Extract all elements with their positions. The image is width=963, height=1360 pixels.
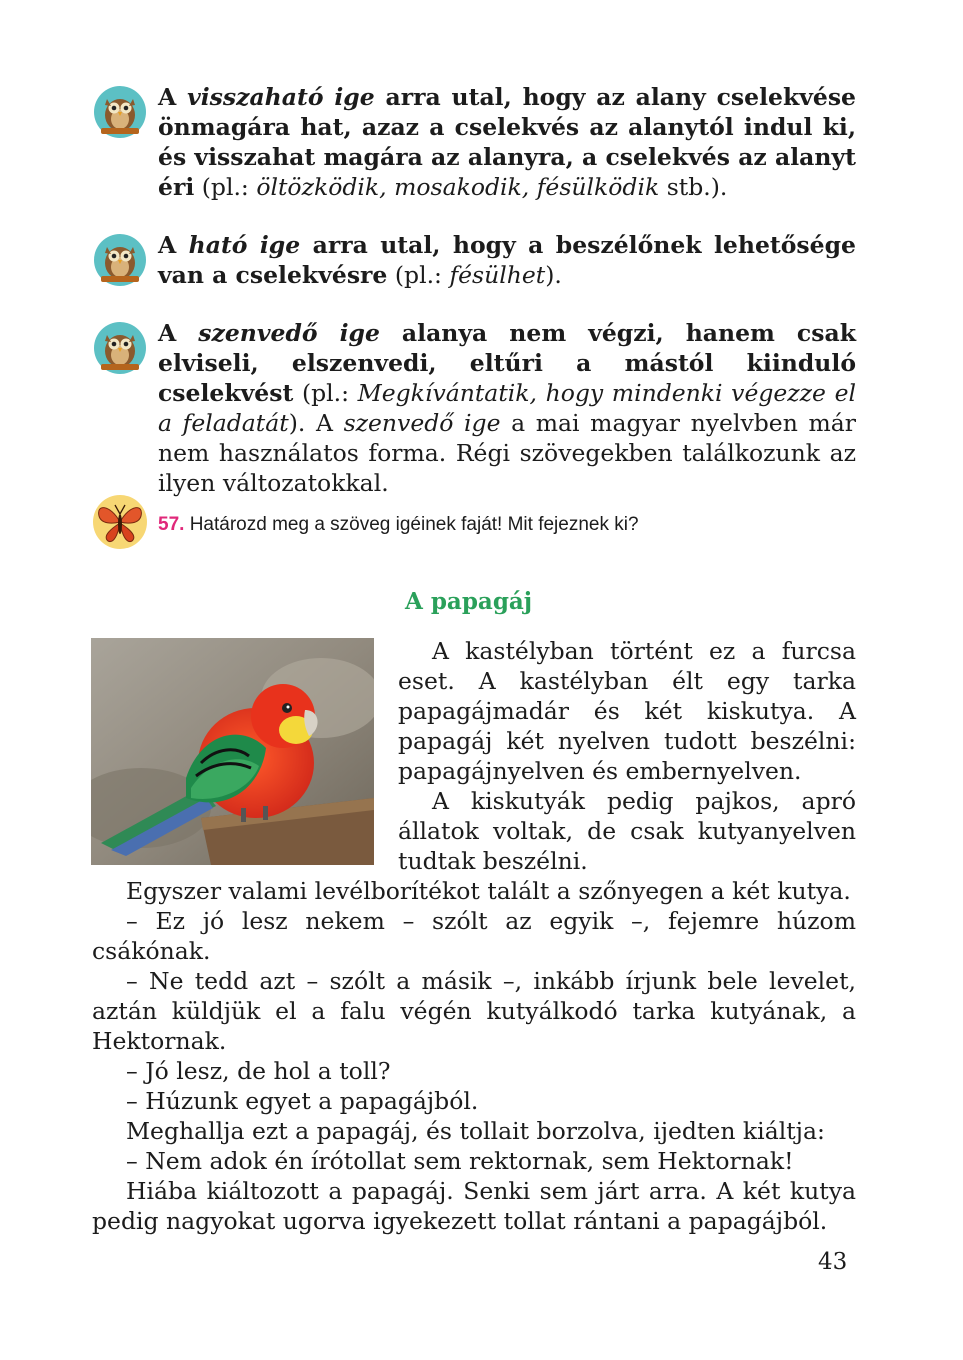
rule-reflexive-verb (92, 82, 856, 202)
rule-text: arra utal, hogy a beszélőnek lehetősége van a cselekvésre (158, 231, 856, 289)
owl-icon (92, 82, 148, 138)
rule-text: ). (545, 261, 562, 289)
story-paragraph: – Ne tedd azt – szólt a másik –, inkább írjunk bele levelet, aztán küldjük el a falu végén kutyálkodó tarka kutyának, a Hektornak. (92, 967, 856, 1055)
task-text: Határozd meg a szöveg igéinek faját! Mit fejeznek ki? (184, 514, 639, 535)
owl-icon (92, 318, 148, 374)
story-paragraph: – Nem adok én írótollat sem rektornak, sem Hektornak! (126, 1147, 794, 1175)
rule-term: visszaható ige (187, 83, 375, 111)
rule-text: (pl.: (194, 173, 257, 201)
story-paragraph: Egyszer valami levélborítékot talált a szőnyegen a két kutya. (126, 877, 851, 905)
rule-term: szenvedő ige (343, 409, 501, 437)
task-instruction (158, 514, 639, 536)
rule-text: arra utal, hogy az alany cselekvése önmagára hat, azaz a cselekvés az alanytól indul ki, és visszahat magára az alanyra, a cselekvés az alanyt éri (158, 83, 857, 201)
task-57 (92, 494, 856, 554)
rule-text: stb.). (659, 173, 728, 201)
rule-text: alanya nem végzi, hanem csak elviseli, elszenvedi, eltűri a mástól kiinduló cselekvést (158, 319, 856, 407)
parrot-photo (91, 638, 374, 865)
story-paragraph: Hiába kiáltozott a papagáj. Senki sem járt arra. A két kutya pedig nagyokat ugorva igyekezett tollat rántani a papagájból. (92, 1177, 856, 1235)
story-wrap-text (398, 636, 856, 876)
story-paragraph: – Jó lesz, de hol a toll? (126, 1057, 391, 1085)
rule-text: a mai magyar nyelvben már nem használatos forma. Régi szövegekben találkozunk az ilyen változatokkal. (158, 409, 856, 497)
rule-example: Megkívántatik, hogy mindenki végezze el a feladatát (158, 379, 856, 437)
story-paragraph: A kiskutyák pedig pajkos, apró állatok voltak, de csak kutyanyelven tudtak beszélni. (398, 787, 856, 875)
page-number: 43 (818, 1249, 848, 1275)
rule-term: ható ige (188, 231, 301, 259)
owl-icon (92, 230, 148, 286)
rule-text: (pl.: (293, 379, 358, 407)
story-paragraph: Meghallja ezt a papagáj, és tollait borzolva, ijedten kiáltja: (126, 1117, 825, 1145)
rule-term: szenvedő ige (198, 319, 380, 347)
rule-text: (pl.: (387, 261, 450, 289)
story-text (92, 876, 856, 1236)
rule-example: fésülhet (449, 261, 546, 289)
butterfly-icon (92, 494, 148, 550)
story-paragraph: – Ez jó lesz nekem – szólt az egyik –, fejemre húzom csákónak. (92, 907, 856, 965)
rule-example: öltözködik, mosakodik, fésülködik (256, 173, 660, 201)
story-title: A papagáj (405, 588, 533, 615)
rule-text: A (158, 83, 188, 111)
rule-potential-verb (92, 230, 856, 290)
story-paragraph: A kastélyban történt ez a furcsa eset. A kastélyban élt egy tarka papagájmadár és két kiskutya. A papagáj két nyelven tudott beszélni: papagájnyelven és embernyelven. (398, 637, 856, 785)
rule-passive-verb (92, 318, 856, 498)
rule-text: A (158, 231, 189, 259)
rule-text: ). (288, 409, 306, 437)
rule-text: A (158, 319, 199, 347)
story-paragraph: – Húzunk egyet a papagájból. (126, 1087, 479, 1115)
rule-text: A (305, 409, 344, 437)
task-number: 57. (158, 514, 185, 535)
